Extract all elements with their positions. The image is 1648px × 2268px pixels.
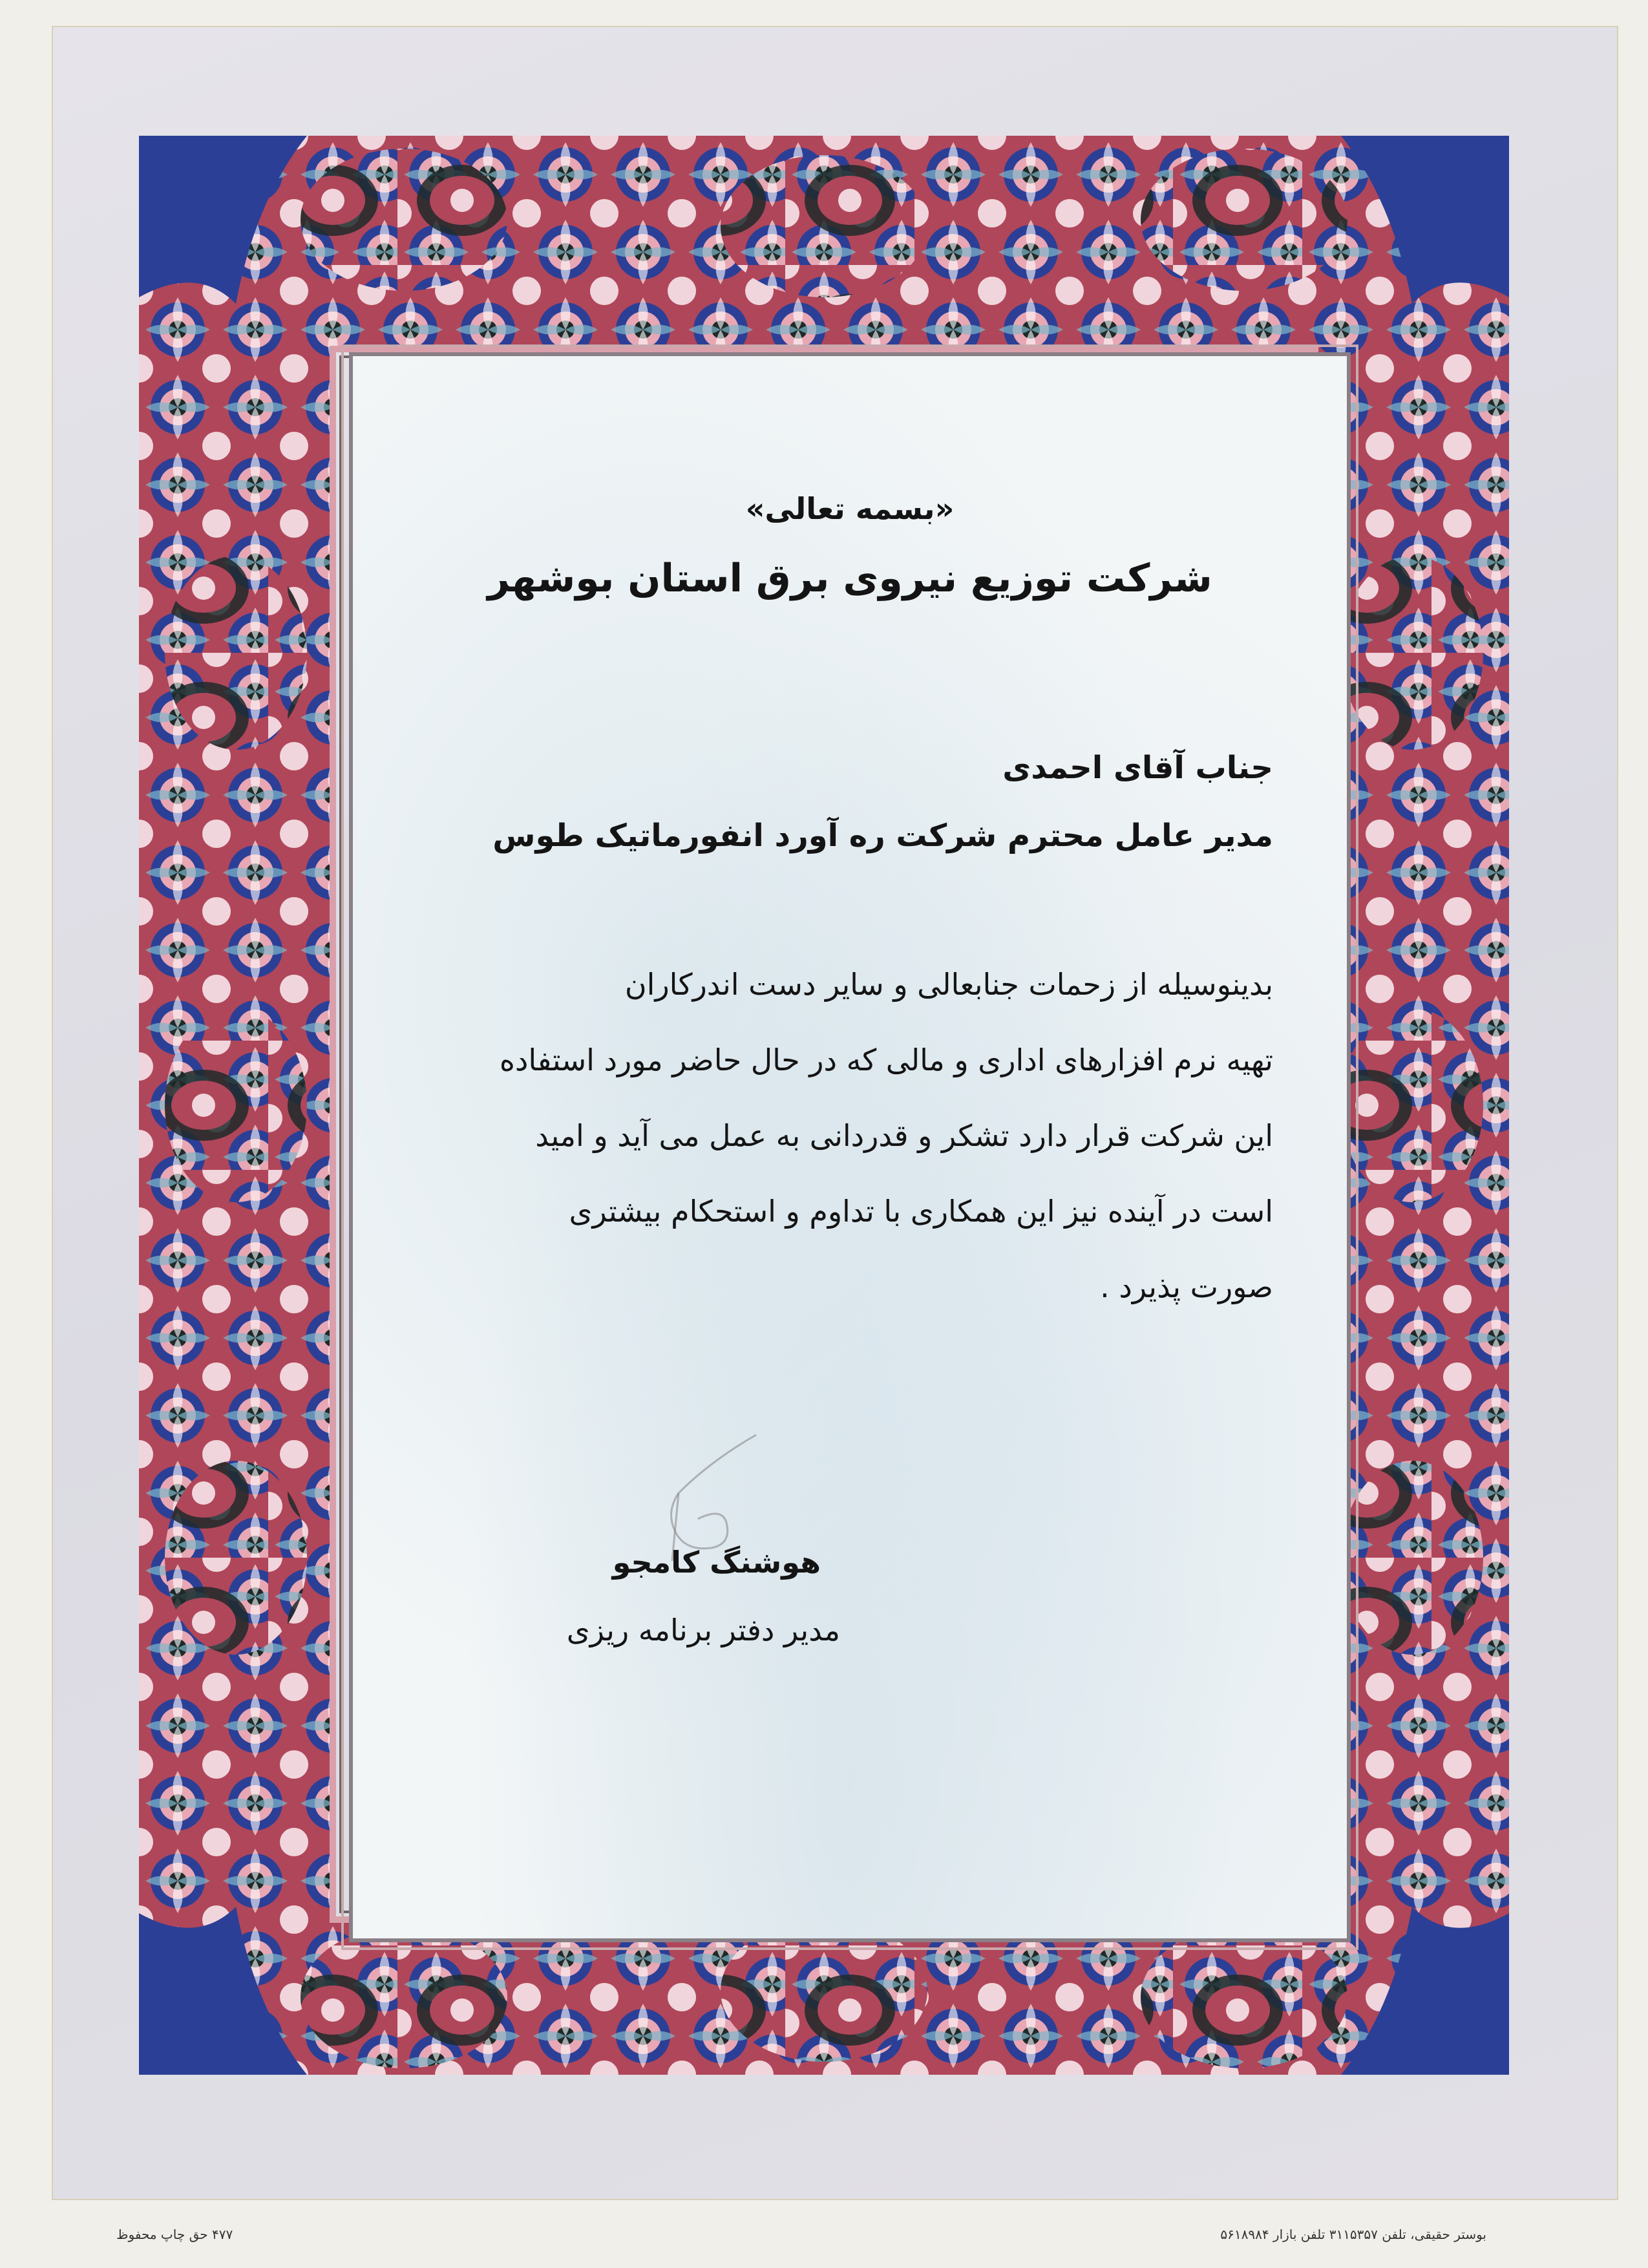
body-line: این شرکت قرار دارد تشکر و قدردانی به عمل می آید و امید	[535, 1118, 1273, 1153]
company-title: شرکت توزیع نیروی برق استان بوشهر	[487, 556, 1212, 601]
body-line: تهیه نرم افزارهای اداری و مالی که در حال حاضر مورد استفاده	[499, 1043, 1273, 1077]
recipient-title: مدیر عامل محترم شرکت ره آورد انفورماتیک طوس	[492, 818, 1273, 854]
letter-body	[420, 947, 1273, 1325]
signer-title: مدیر دفتر برنامه ریزی	[566, 1613, 840, 1648]
signer-name: هوشنگ کامجو	[612, 1545, 821, 1580]
copyright-note: ۴۷۷ حق چاپ محفوظ	[116, 2227, 233, 2242]
body-line: صورت پذیرد .	[1100, 1269, 1273, 1304]
printer-info: بوستر حقیقی، تلفن ۳۱۱۵۳۵۷ تلفن بازار ۵۶۱۸۹۸۴	[1220, 2227, 1486, 2242]
invocation-heading: «بسمه تعالی»	[745, 491, 955, 526]
body-line: بدینوسیله از زحمات جنابعالی و سایر دست اندرکاران	[624, 967, 1273, 1002]
body-line: است در آینده نیز این همکاری با تداوم و استحکام بیشتری	[569, 1194, 1273, 1229]
recipient-name: جناب آقای احمدی	[1002, 750, 1273, 786]
